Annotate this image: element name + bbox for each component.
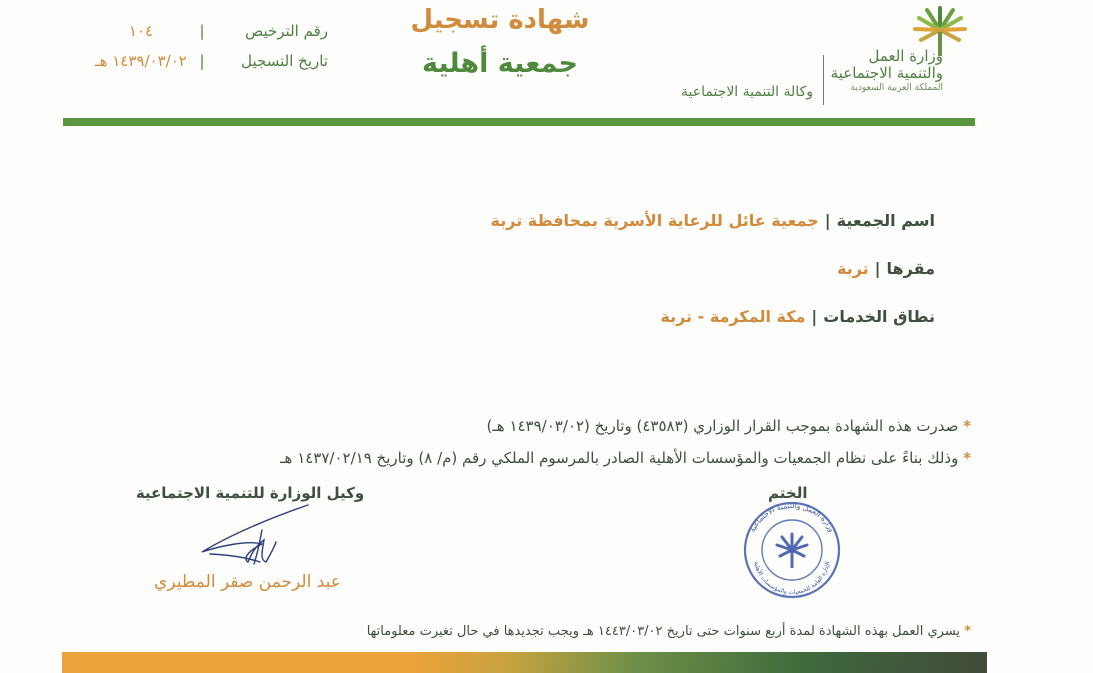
service-scope-value: مكة المكرمة - تربة (660, 307, 806, 326)
decree-note-2 (280, 449, 971, 467)
service-scope-separator: | (811, 307, 818, 326)
signatory-title: وكيل الوزارة للتنمية الاجتماعية (135, 484, 365, 502)
seal-label: الختم (768, 484, 808, 502)
association-name-field (491, 211, 935, 230)
headquarters-label: مقرها (886, 259, 935, 278)
validity-note-star: * (964, 624, 971, 639)
registration-date-value: ١٤٣٩/٠٣/٠٢ هـ (95, 52, 187, 70)
ministry-name-line1: وزارة العمل (868, 47, 943, 65)
registration-date-row (91, 52, 328, 70)
note-star-2: * (963, 449, 971, 467)
agency-name: وكالة التنمية الاجتماعية (681, 84, 813, 100)
validity-note (367, 624, 971, 639)
footer-color-bar (62, 652, 987, 673)
seal-ring-bottom-text: الإدارة العامة للجمعيات والمؤسسات الأهلية (752, 560, 832, 597)
license-number-separator: | (199, 22, 205, 40)
note-star-1: * (963, 417, 971, 435)
certificate-title: شهادة تسجيل (410, 5, 590, 35)
registration-date-label: تاريخ التسجيل (241, 52, 328, 70)
headquarters-field (837, 259, 935, 278)
association-name-label: اسم الجمعية (836, 211, 935, 230)
header-green-bar (63, 118, 975, 126)
license-number-value: ١٠٤ (128, 22, 154, 40)
validity-note-text: يسري العمل بهذه الشهادة لمدة أربع سنوات حتى تاريخ ١٤٤٣/٠٣/٠٢ هـ ويجب تجديدها في حال تغيرت معلوماتها (366, 624, 961, 639)
headquarters-separator: | (874, 259, 881, 278)
service-scope-field (660, 307, 935, 326)
license-number-label: رقم الترخيص (245, 22, 328, 40)
headquarters-value: تربة (837, 259, 869, 278)
kingdom-name: المملكة العربية السعودية (850, 83, 943, 93)
certificate-subtitle: جمعية أهلية (422, 48, 578, 79)
decree-note-1-text: صدرت هذه الشهادة بموجب القرار الوزاري (٤٣٥٨٣) وتاريخ (١٤٣٩/٠٣/٠٢ هـ) (486, 417, 959, 435)
association-name-separator: | (824, 211, 831, 230)
service-scope-label: نطاق الخدمات (823, 307, 935, 326)
signatory-name: عبد الرحمن صقر المطيري (154, 572, 341, 592)
decree-note-2-text: وذلك بناءً على نظام الجمعيات والمؤسسات الأهلية الصادر بالمرسوم الملكي رقم (م/ ٨) وتاريخ ١٤٣٧/٠٢/١٩ هـ (280, 449, 959, 467)
seal-ring-top-text: وزارة العمل والتنمية الاجتماعية (747, 500, 837, 534)
decree-note-1 (487, 417, 972, 435)
seal-stamp-icon (736, 500, 848, 600)
ministry-name-line2: والتنمية الاجتماعية (830, 64, 943, 82)
association-name-value: جمعية عائل للرعاية الأسرية بمحافظة تربة (490, 211, 819, 230)
license-number-row (91, 22, 328, 40)
header-divider (823, 55, 824, 105)
registration-date-separator: | (199, 52, 205, 70)
